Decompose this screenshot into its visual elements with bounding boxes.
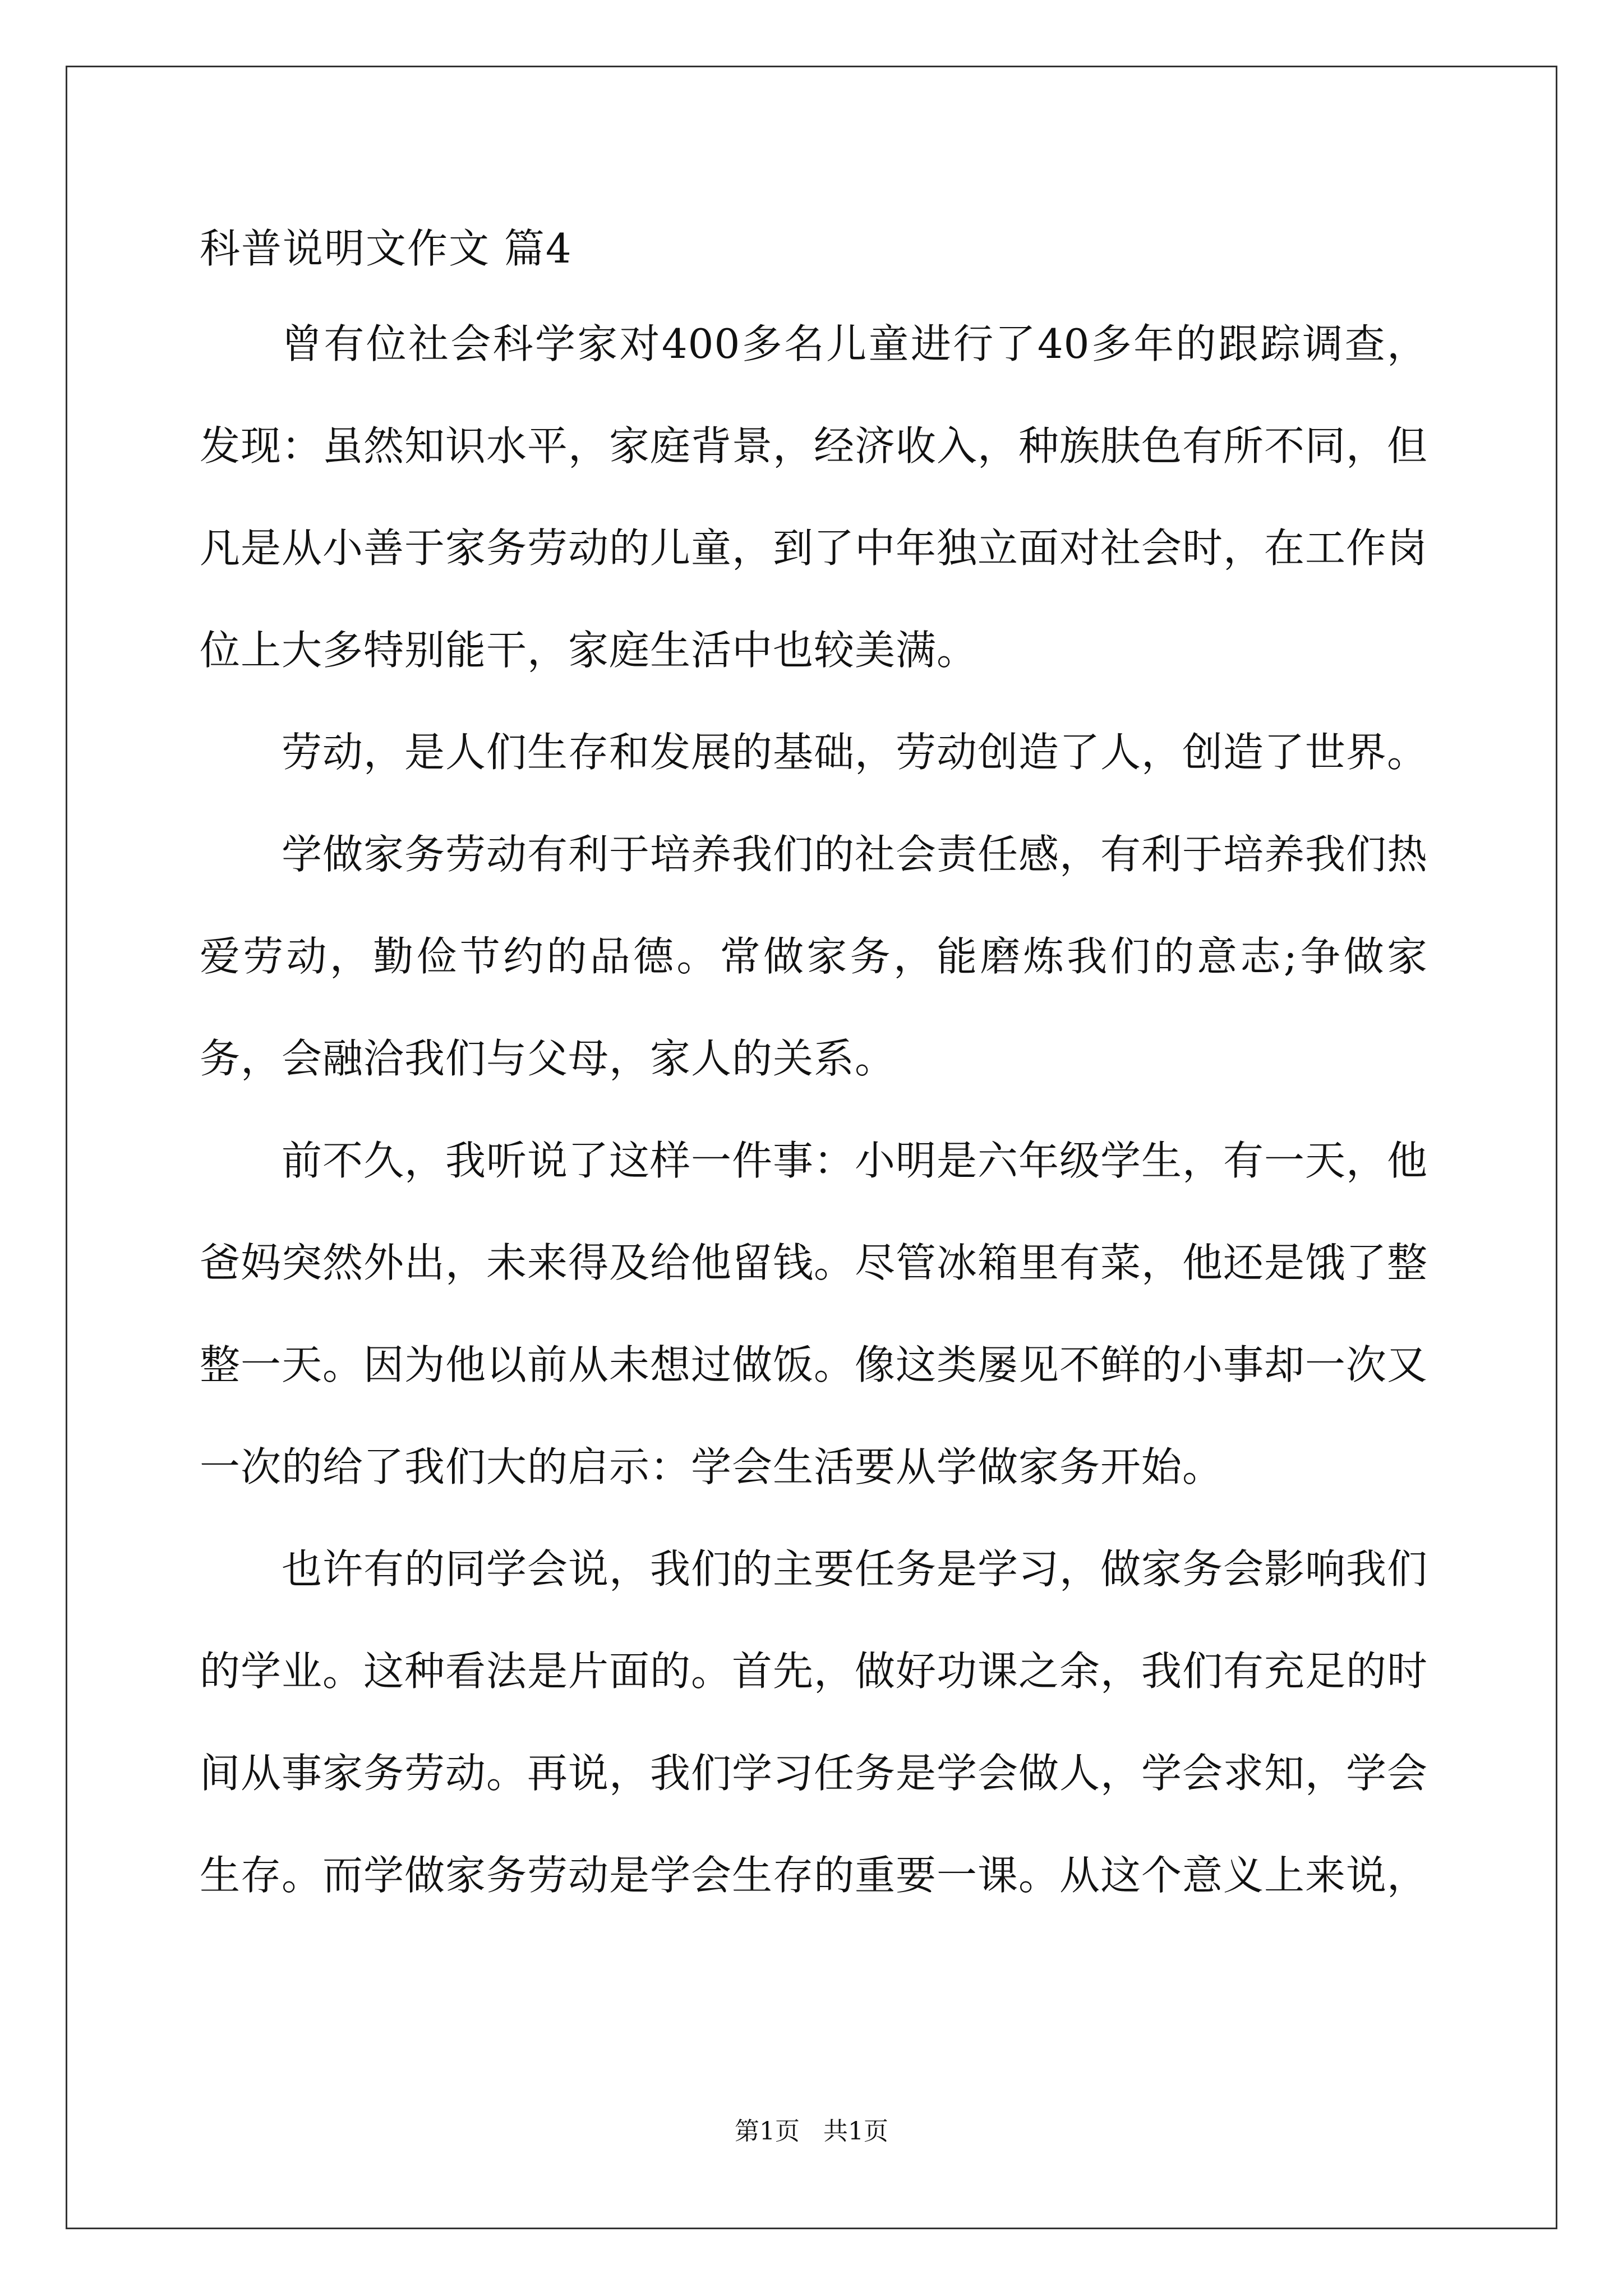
- paragraph: 劳动，是人们生存和发展的基础，劳动创造了人，创造了世界。: [282, 729, 1428, 776]
- paragraph-list: [200, 293, 1428, 1926]
- paragraph: 曾有位社会科学家对400多名儿童进行了40多年的跟踪调查，发现：虽然知识水平，家庭背景，经济收入，种族肤色有所不同，但凡是从小善于家务劳动的儿童，到了中年独立面对社会时，在工作岗位上大多特别能干，家庭生活中也较美满。: [200, 320, 1428, 674]
- paragraph: 学做家务劳动有利于培养我们的社会责任感，有利于培养我们热爱劳动，勤俭节约的品德。常做家务，能磨炼我们的意志;争做家务，会融洽我们与父母，家人的关系。: [200, 831, 1428, 1082]
- document-heading: 科普说明文作文 篇4: [200, 225, 573, 272]
- paragraph: 前不久，我听说了这样一件事：小明是六年级学生，有一天，他爸妈突然外出，未来得及给他留钱。尽管冰箱里有菜，他还是饿了整整一天。因为他以前从未想过做饭。像这类屡见不鲜的小事却一次又一次的给了我们大的启示：学会生活要从学做家务开始。: [200, 1137, 1428, 1490]
- paragraph: 也许有的同学会说，我们的主要任务是学习，做家务会影响我们的学业。这种看法是片面的。首先，做好功课之余，我们有充足的时间从事家务劳动。再说，我们学习任务是学会做人，学会求知，学会生存。而学做家务劳动是学会生存的重要一课。从这个意义上来说，: [200, 1545, 1428, 1899]
- page-footer: 第1页 共1页: [735, 2117, 888, 2146]
